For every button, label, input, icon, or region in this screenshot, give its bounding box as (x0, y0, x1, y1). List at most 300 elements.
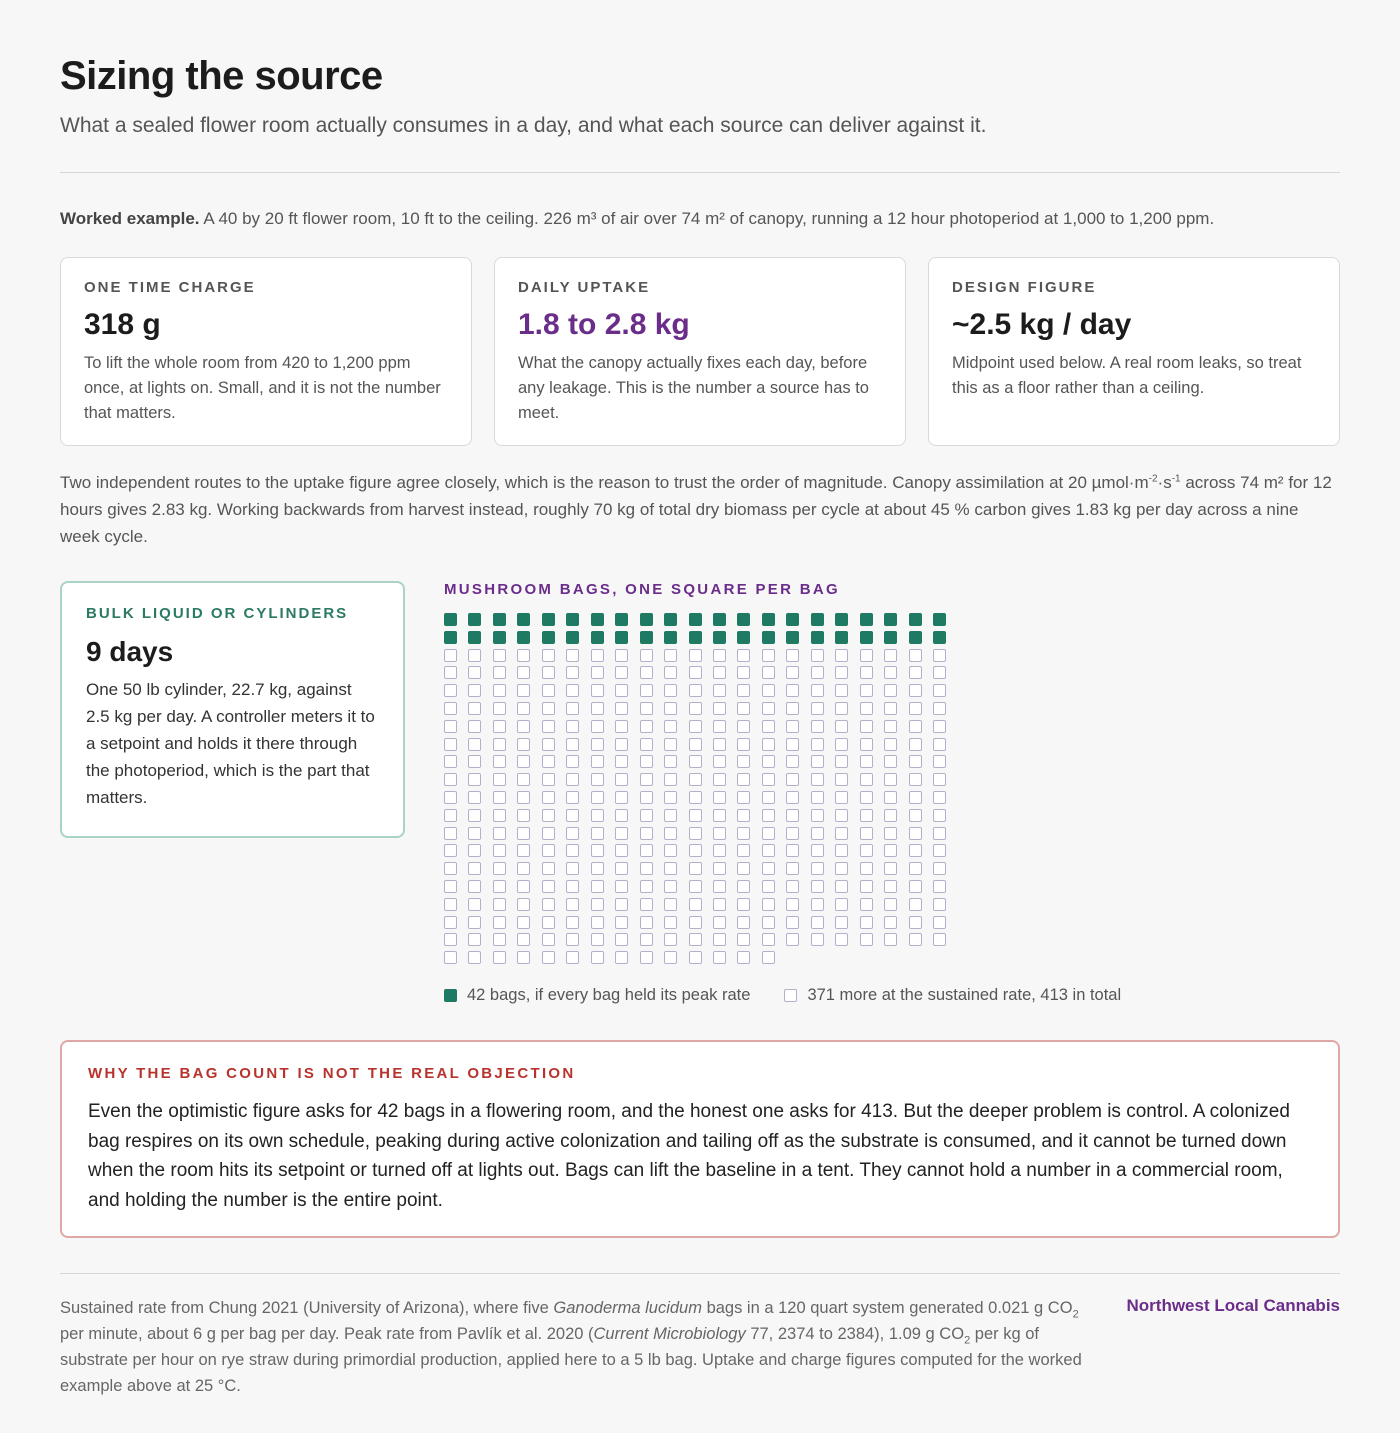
bag-square-sustained (933, 702, 946, 715)
bag-square-sustained (909, 773, 922, 786)
bag-square-sustained (444, 880, 457, 893)
bag-square-sustained (664, 702, 677, 715)
bag-square-sustained (664, 951, 677, 964)
bag-square-sustained (737, 862, 750, 875)
bag-square-sustained (737, 844, 750, 857)
bag-square-sustained (468, 951, 481, 964)
brand-name: Northwest Local Cannabis (1126, 1296, 1340, 1315)
bag-square-sustained (493, 880, 506, 893)
bag-square-sustained (909, 916, 922, 929)
bag-square-sustained (737, 738, 750, 751)
bag-square-sustained (566, 880, 579, 893)
bag-square-sustained (933, 827, 946, 840)
bag-square-sustained (615, 827, 628, 840)
bag-grid (444, 613, 964, 973)
bag-square-sustained (517, 880, 530, 893)
bag-square-sustained (884, 684, 897, 697)
foot-text-3: per minute, about 6 g per bag per day. Peak rate from Pavlík et al. 2020 ( (60, 1325, 594, 1343)
bag-square-sustained (786, 880, 799, 893)
bag-square-sustained (835, 738, 848, 751)
bag-square-sustained (542, 702, 555, 715)
foot-text-5: per kg of substrate per hour on rye straw during primordial production, applied here to a 5 lb bag. Uptake and charge figures computed for the worked example above at 25 °C. (60, 1325, 1082, 1395)
foot-text-1: Sustained rate from Chung 2021 (University of Arizona), where five (60, 1299, 554, 1317)
bag-square-sustained (811, 844, 824, 857)
card-design-figure (928, 257, 1340, 446)
bag-square-peak (591, 613, 604, 626)
bag-square-sustained (640, 773, 653, 786)
bag-square-sustained (517, 809, 530, 822)
bag-square-sustained (664, 755, 677, 768)
bag-square-sustained (566, 951, 579, 964)
bag-square-sustained (689, 720, 702, 733)
bag-square-sustained (689, 809, 702, 822)
bag-square-sustained (909, 933, 922, 946)
bag-square-sustained (884, 791, 897, 804)
bag-square-sustained (860, 880, 873, 893)
bag-square-sustained (517, 844, 530, 857)
bag-square-sustained (591, 738, 604, 751)
bag-square-sustained (517, 951, 530, 964)
bag-square-sustained (713, 933, 726, 946)
objection-desc: Even the optimistic figure asks for 42 bags in a flowering room, and the honest one asks for 413. But the deeper problem is control. A colonized bag respires on its own schedule, peaking during active colonization and tailing off as the substrate is consumed, and it cannot be turned down when the room hits its setpoint or turned off at lights out. Bags can lift the baseline in a tent. They cannot hold a number in a commercial room, and holding the number is the entire point. (88, 1101, 1290, 1211)
legend-peak-label: 42 bags, if every bag held its peak rate (467, 986, 751, 1004)
card-value: 318 g (84, 308, 161, 341)
bag-square-sustained (542, 898, 555, 911)
bag-square-sustained (811, 773, 824, 786)
bag-square-sustained (444, 684, 457, 697)
bag-square-sustained (713, 684, 726, 697)
bag-square-sustained (664, 933, 677, 946)
bag-square-sustained (591, 862, 604, 875)
card-value: 1.8 to 2.8 kg (518, 308, 690, 341)
bag-square-sustained (835, 649, 848, 662)
bag-square-peak (640, 613, 653, 626)
bag-square-sustained (811, 933, 824, 946)
bag-square-sustained (664, 791, 677, 804)
bag-square-sustained (664, 809, 677, 822)
bag-square-sustained (835, 755, 848, 768)
bag-square-sustained (860, 827, 873, 840)
worked-example-lead: Worked example. (60, 209, 200, 228)
bag-square-sustained (615, 809, 628, 822)
bag-square-sustained (713, 880, 726, 893)
bag-square-sustained (664, 862, 677, 875)
bag-square-sustained (493, 862, 506, 875)
bulk-source-card (60, 581, 405, 838)
bag-square-sustained (493, 649, 506, 662)
bag-square-sustained (860, 684, 873, 697)
bag-square-sustained (933, 916, 946, 929)
bag-square-sustained (884, 862, 897, 875)
bag-square-sustained (909, 684, 922, 697)
bag-square-sustained (786, 898, 799, 911)
bag-square-sustained (762, 720, 775, 733)
bag-square-sustained (689, 951, 702, 964)
bag-square-sustained (762, 916, 775, 929)
bag-square-peak (860, 631, 873, 644)
bag-square-peak (786, 631, 799, 644)
bag-square-sustained (933, 666, 946, 679)
bag-square-sustained (468, 827, 481, 840)
bag-square-sustained (615, 773, 628, 786)
bag-square-sustained (713, 951, 726, 964)
bag-square-sustained (517, 773, 530, 786)
bulk-desc: One 50 lb cylinder, 22.7 kg, against 2.5 kg per day. A controller meters it to a setpoint and holds it there through the photoperiod, which is the part that matters. (86, 680, 375, 807)
bag-square-sustained (811, 880, 824, 893)
bag-square-sustained (762, 684, 775, 697)
bag-square-sustained (664, 773, 677, 786)
bag-square-sustained (566, 755, 579, 768)
bag-square-sustained (786, 791, 799, 804)
bag-square-peak (811, 631, 824, 644)
bag-square-sustained (615, 916, 628, 929)
bag-square-sustained (493, 720, 506, 733)
bag-square-peak (884, 631, 897, 644)
bag-square-sustained (737, 916, 750, 929)
bag-square-sustained (689, 933, 702, 946)
bag-square-sustained (468, 684, 481, 697)
bag-square-sustained (640, 755, 653, 768)
bag-square-sustained (835, 898, 848, 911)
bag-square-sustained (468, 720, 481, 733)
bag-square-sustained (615, 880, 628, 893)
bag-square-sustained (737, 827, 750, 840)
bag-square-sustained (566, 738, 579, 751)
bag-square-sustained (566, 844, 579, 857)
bag-square-peak (444, 613, 457, 626)
bag-square-sustained (762, 862, 775, 875)
bag-square-sustained (762, 951, 775, 964)
bag-square-sustained (664, 649, 677, 662)
bag-square-peak (835, 631, 848, 644)
bag-square-sustained (591, 933, 604, 946)
bag-square-sustained (933, 684, 946, 697)
bag-square-sustained (566, 898, 579, 911)
bag-square-sustained (835, 773, 848, 786)
bag-square-sustained (811, 809, 824, 822)
bag-square-sustained (737, 702, 750, 715)
bag-square-sustained (566, 791, 579, 804)
bag-square-sustained (689, 880, 702, 893)
bag-square-sustained (615, 898, 628, 911)
bag-square-sustained (762, 898, 775, 911)
bag-square-sustained (689, 844, 702, 857)
bag-square-sustained (591, 702, 604, 715)
bag-square-sustained (640, 880, 653, 893)
bulk-value: 9 days (86, 636, 174, 667)
bag-square-sustained (542, 738, 555, 751)
bag-square-sustained (566, 773, 579, 786)
bag-square-sustained (468, 666, 481, 679)
bag-square-sustained (811, 684, 824, 697)
bag-square-sustained (689, 862, 702, 875)
bag-square-peak (493, 613, 506, 626)
bag-square-sustained (640, 898, 653, 911)
bag-square-sustained (884, 755, 897, 768)
bag-square-sustained (615, 702, 628, 715)
bag-square-sustained (517, 702, 530, 715)
bag-square-sustained (713, 898, 726, 911)
bags-title: MUSHROOM BAGS, ONE SQUARE PER BAG (444, 581, 840, 598)
bag-square-sustained (811, 702, 824, 715)
bag-square-sustained (493, 773, 506, 786)
bag-square-sustained (860, 666, 873, 679)
bag-square-sustained (444, 862, 457, 875)
bag-square-sustained (664, 880, 677, 893)
bag-square-peak (909, 613, 922, 626)
bag-legend (444, 986, 1155, 1005)
bag-square-sustained (762, 738, 775, 751)
bag-square-sustained (713, 827, 726, 840)
bag-square-peak (909, 631, 922, 644)
bag-square-peak (468, 631, 481, 644)
bag-square-peak (468, 613, 481, 626)
bag-square-sustained (640, 933, 653, 946)
bag-square-sustained (737, 649, 750, 662)
bag-square-peak (542, 631, 555, 644)
bag-square-peak (933, 631, 946, 644)
bag-square-sustained (689, 649, 702, 662)
bag-square-sustained (786, 844, 799, 857)
bag-square-sustained (933, 898, 946, 911)
bag-square-sustained (786, 809, 799, 822)
bag-square-sustained (713, 809, 726, 822)
bag-square-sustained (811, 755, 824, 768)
bag-square-sustained (909, 809, 922, 822)
bag-square-sustained (640, 702, 653, 715)
bag-square-sustained (860, 916, 873, 929)
bag-square-sustained (542, 827, 555, 840)
bag-square-sustained (884, 844, 897, 857)
bag-square-sustained (786, 862, 799, 875)
legend-item-sustained (784, 986, 1121, 1005)
bag-square-sustained (689, 791, 702, 804)
bag-square-sustained (493, 933, 506, 946)
bulk-label: BULK LIQUID OR CYLINDERS (86, 605, 349, 622)
bag-square-sustained (542, 649, 555, 662)
bag-square-sustained (860, 862, 873, 875)
bag-square-sustained (591, 791, 604, 804)
bag-square-sustained (615, 649, 628, 662)
bag-square-sustained (835, 844, 848, 857)
bag-square-sustained (713, 649, 726, 662)
bag-square-sustained (468, 844, 481, 857)
bag-square-sustained (640, 649, 653, 662)
bag-square-sustained (444, 791, 457, 804)
bag-square-peak (762, 631, 775, 644)
bag-square-peak (493, 631, 506, 644)
footnote (60, 1295, 1100, 1399)
foot-species: Ganoderma lucidum (553, 1299, 702, 1317)
bag-square-sustained (884, 649, 897, 662)
bag-square-sustained (860, 738, 873, 751)
bag-square-peak (664, 613, 677, 626)
bag-square-sustained (689, 684, 702, 697)
bag-square-sustained (444, 844, 457, 857)
bag-square-sustained (591, 916, 604, 929)
explanation-paragraph (60, 469, 1340, 550)
bag-square-sustained (542, 809, 555, 822)
bag-square-peak (811, 613, 824, 626)
bag-square-peak (835, 613, 848, 626)
bag-square-sustained (444, 916, 457, 929)
bag-square-sustained (713, 844, 726, 857)
bag-square-sustained (591, 951, 604, 964)
bag-square-sustained (591, 809, 604, 822)
bag-square-sustained (640, 720, 653, 733)
bag-square-sustained (640, 666, 653, 679)
foot-sub-2: 2 (964, 1334, 971, 1347)
bag-square-sustained (566, 916, 579, 929)
bag-square-sustained (884, 666, 897, 679)
bag-square-peak (444, 631, 457, 644)
bag-square-sustained (884, 933, 897, 946)
bag-square-sustained (689, 916, 702, 929)
bag-square-sustained (591, 773, 604, 786)
bag-square-sustained (737, 684, 750, 697)
bag-square-sustained (444, 720, 457, 733)
bag-square-sustained (542, 684, 555, 697)
bag-square-sustained (542, 844, 555, 857)
bag-square-sustained (786, 916, 799, 929)
bag-square-peak (713, 631, 726, 644)
bag-square-sustained (444, 898, 457, 911)
bag-square-sustained (640, 791, 653, 804)
bag-square-sustained (909, 862, 922, 875)
bag-square-sustained (835, 791, 848, 804)
bag-square-sustained (591, 880, 604, 893)
bag-square-sustained (542, 720, 555, 733)
bag-square-sustained (860, 773, 873, 786)
card-value: ~2.5 kg / day (952, 308, 1132, 341)
bag-square-sustained (640, 827, 653, 840)
bag-square-sustained (909, 720, 922, 733)
bag-square-sustained (811, 738, 824, 751)
bag-square-sustained (933, 791, 946, 804)
bag-square-sustained (566, 702, 579, 715)
bag-square-sustained (884, 827, 897, 840)
bag-square-sustained (811, 916, 824, 929)
bag-square-peak (566, 631, 579, 644)
bag-square-sustained (566, 666, 579, 679)
bag-square-sustained (591, 827, 604, 840)
bag-square-sustained (468, 738, 481, 751)
card-label: DAILY UPTAKE (518, 279, 651, 296)
bag-square-sustained (517, 791, 530, 804)
bag-square-sustained (884, 702, 897, 715)
bag-square-sustained (737, 951, 750, 964)
bag-square-sustained (933, 809, 946, 822)
bag-square-sustained (664, 844, 677, 857)
bag-square-sustained (468, 916, 481, 929)
bag-square-peak (737, 631, 750, 644)
bag-square-sustained (542, 880, 555, 893)
bag-square-sustained (615, 862, 628, 875)
foot-text-2: bags in a 120 quart system generated 0.021 g CO (701, 1299, 1073, 1317)
bag-square-sustained (517, 720, 530, 733)
bag-square-sustained (517, 738, 530, 751)
foot-sub-1: 2 (1072, 1308, 1079, 1321)
bag-square-sustained (909, 755, 922, 768)
bag-square-sustained (468, 933, 481, 946)
bag-square-sustained (493, 898, 506, 911)
bag-square-sustained (860, 720, 873, 733)
card-label: ONE TIME CHARGE (84, 279, 256, 296)
bag-square-sustained (689, 702, 702, 715)
bag-square-sustained (713, 702, 726, 715)
bag-square-sustained (737, 933, 750, 946)
bag-square-sustained (542, 773, 555, 786)
bag-square-sustained (517, 898, 530, 911)
empty-square-icon (784, 989, 797, 1002)
bag-square-peak (517, 613, 530, 626)
bag-square-sustained (517, 684, 530, 697)
bag-square-sustained (493, 844, 506, 857)
bag-square-sustained (640, 809, 653, 822)
bag-square-sustained (591, 649, 604, 662)
bag-square-sustained (786, 649, 799, 662)
bag-square-peak (615, 613, 628, 626)
bag-square-sustained (786, 702, 799, 715)
bag-square-sustained (493, 702, 506, 715)
bag-square-sustained (884, 916, 897, 929)
bag-square-sustained (762, 844, 775, 857)
bag-square-sustained (615, 684, 628, 697)
bag-square-sustained (762, 880, 775, 893)
bag-square-sustained (884, 738, 897, 751)
bag-square-sustained (493, 738, 506, 751)
bag-square-sustained (640, 951, 653, 964)
bag-square-peak (713, 613, 726, 626)
bag-square-peak (689, 631, 702, 644)
bag-square-sustained (664, 684, 677, 697)
bag-square-sustained (664, 738, 677, 751)
bag-square-sustained (689, 738, 702, 751)
bag-square-sustained (811, 666, 824, 679)
bag-square-sustained (517, 666, 530, 679)
bag-square-sustained (835, 933, 848, 946)
bag-square-sustained (493, 666, 506, 679)
bag-square-sustained (615, 666, 628, 679)
bag-square-sustained (713, 773, 726, 786)
bag-square-sustained (444, 738, 457, 751)
bag-square-sustained (835, 809, 848, 822)
bag-square-sustained (786, 827, 799, 840)
para-text-2: across 74 m² for 12 hours gives 2.83 kg. Working backwards from harvest instead, roughly 70 kg of total dry biomass per cycle at about 45 % carbon gives 1.83 kg per day across a nine week cycle. (60, 473, 1332, 546)
card-desc: Midpoint used below. A real room leaks, so treat this as a floor rather than a ceiling. (952, 354, 1302, 397)
bag-square-sustained (664, 898, 677, 911)
bag-square-sustained (909, 666, 922, 679)
bag-square-sustained (566, 862, 579, 875)
bag-square-sustained (615, 951, 628, 964)
para-sup-2: -1 (1171, 473, 1181, 485)
bag-square-sustained (566, 649, 579, 662)
bag-square-sustained (884, 880, 897, 893)
bag-square-sustained (884, 773, 897, 786)
bag-square-sustained (640, 862, 653, 875)
bag-square-sustained (640, 844, 653, 857)
bag-square-sustained (468, 809, 481, 822)
bag-square-sustained (811, 649, 824, 662)
bag-square-sustained (811, 720, 824, 733)
bag-square-sustained (468, 862, 481, 875)
bag-square-sustained (737, 809, 750, 822)
legend-item-peak (444, 986, 750, 1005)
bag-square-sustained (713, 738, 726, 751)
bag-square-sustained (664, 720, 677, 733)
bag-square-peak (737, 613, 750, 626)
bag-square-sustained (444, 773, 457, 786)
